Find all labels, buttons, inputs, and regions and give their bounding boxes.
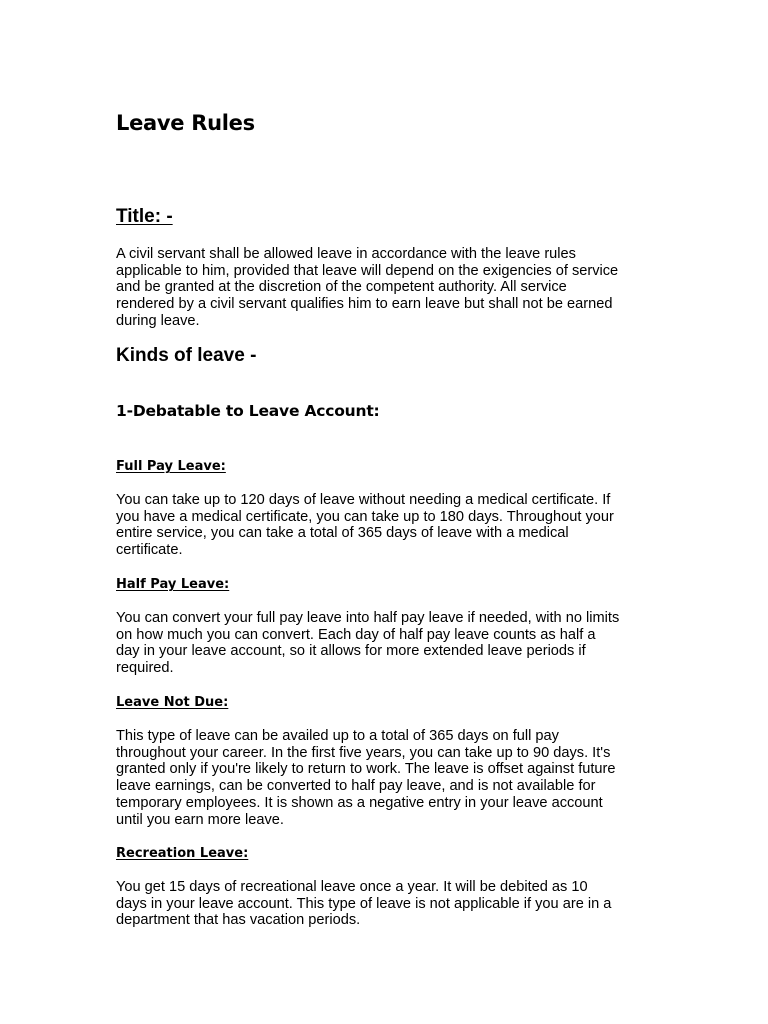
- paragraph-line: applicable to him, provided that leave will depend on the exigencies of service: [116, 262, 619, 279]
- half-pay-leave-heading: Half Pay Leave:: [116, 577, 230, 592]
- title-section-heading: Title: -: [116, 206, 173, 227]
- debitable-heading: 1-Debatable to Leave Account:: [116, 402, 380, 420]
- paragraph-line: throughout your career. In the first five years, you can take up to 90 days. It's: [116, 744, 611, 761]
- half-pay-leave-paragraph: [116, 610, 656, 677]
- document-title: Leave Rules: [116, 111, 255, 135]
- paragraph-line: you have a medical certificate, you can take up to 180 days. Throughout your: [116, 508, 614, 525]
- recreation-leave-paragraph: [116, 879, 656, 929]
- paragraph-line: and be granted at the discretion of the competent authority. All service: [116, 279, 567, 296]
- paragraph-line: leave earnings, can be converted to half pay leave, and is not available for: [116, 778, 596, 795]
- recreation-leave-heading: Recreation Leave:: [116, 846, 249, 861]
- paragraph-line: A civil servant shall be allowed leave in accordance with the leave rules: [116, 246, 576, 262]
- paragraph-line: days in your leave account. This type of leave is not applicable if you are in a: [116, 895, 612, 912]
- paragraph-line: rendered by a civil servant qualifies him to earn leave but shall not be earned: [116, 296, 613, 313]
- paragraph-line: during leave.: [116, 312, 200, 329]
- title-section-paragraph: [116, 246, 656, 330]
- paragraph-line: certificate.: [116, 542, 183, 559]
- paragraph-line: entire service, you can take a total of 365 days of leave with a medical: [116, 525, 569, 542]
- paragraph-line: This type of leave can be availed up to a total of 365 days on full pay: [116, 728, 559, 744]
- paragraph-line: You can take up to 120 days of leave without needing a medical certificate. If: [116, 492, 611, 508]
- kinds-of-leave-heading: Kinds of leave -: [116, 345, 257, 366]
- paragraph-line: required.: [116, 660, 174, 677]
- paragraph-line: day in your leave account, so it allows for more extended leave periods if: [116, 643, 586, 660]
- leave-not-due-heading: Leave Not Due:: [116, 695, 229, 710]
- full-pay-leave-heading: Full Pay Leave:: [116, 459, 226, 474]
- paragraph-line: You can convert your full pay leave into half pay leave if needed, with no limits: [116, 610, 620, 626]
- leave-not-due-paragraph: [116, 728, 656, 828]
- paragraph-line: You get 15 days of recreational leave once a year. It will be debited as 10: [116, 879, 588, 895]
- paragraph-line: granted only if you're likely to return to work. The leave is offset against future: [116, 761, 616, 778]
- full-pay-leave-paragraph: [116, 492, 656, 559]
- paragraph-line: temporary employees. It is shown as a negative entry in your leave account: [116, 794, 603, 811]
- paragraph-line: department that has vacation periods.: [116, 912, 361, 929]
- paragraph-line: on how much you can convert. Each day of half pay leave counts as half a: [116, 626, 596, 643]
- paragraph-line: until you earn more leave.: [116, 811, 284, 828]
